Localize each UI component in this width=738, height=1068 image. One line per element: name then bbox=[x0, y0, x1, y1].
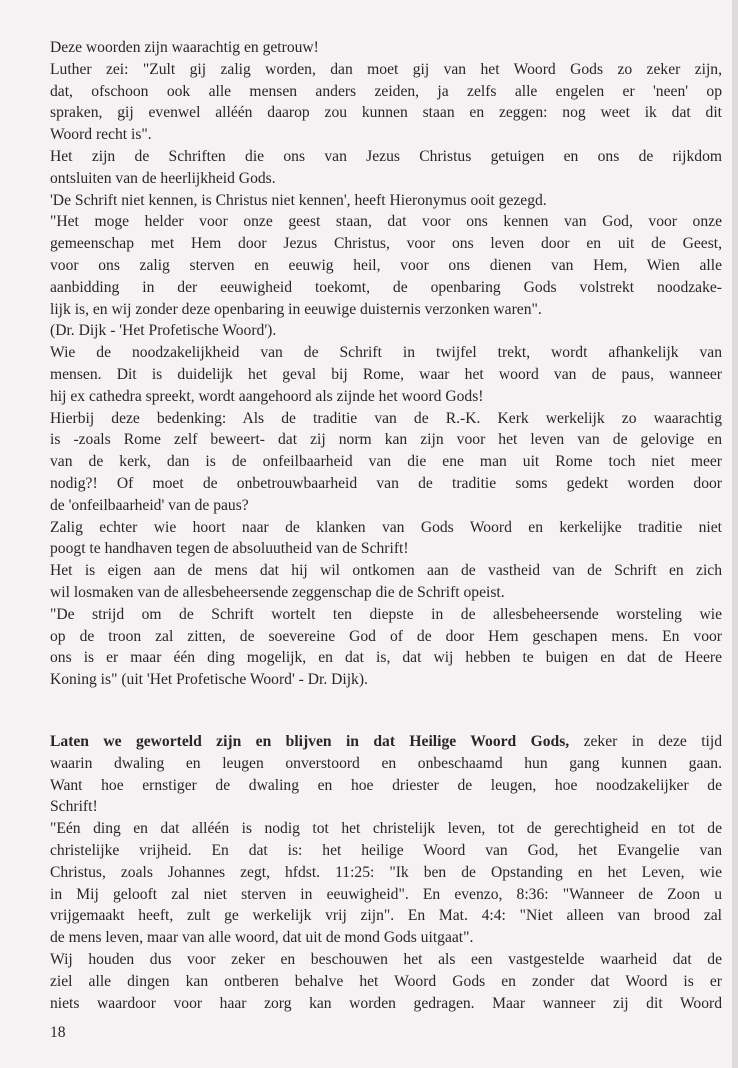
lead-rest-text: zeker in deze tijd bbox=[569, 733, 722, 750]
text-line: "De strijd om de Schrift wortelt ten diepste in de allesbeheersende worsteling wie bbox=[50, 605, 722, 623]
text-line: op de troon zal zitten, de soevereine God of de door Hem geschapen mens. En voor bbox=[50, 627, 722, 645]
text-line: "Eén ding en dat alléén is nodig tot het christelijk leven, tot de gerechtigheid en tot de bbox=[50, 820, 722, 838]
text-line: Luther zei: "Zult gij zalig worden, dan moet gij van het Woord Gods zo zeker zijn, bbox=[50, 60, 722, 78]
text-line: Hierbij deze bedenking: Als de traditie van de R.-K. Kerk werkelijk zo waarachtig bbox=[50, 409, 722, 427]
paragraph bbox=[50, 342, 722, 407]
text-line: dat, ofschoon ook alle mensen anders zeiden, ja zelfs alle engelen er 'neen' op bbox=[50, 82, 722, 100]
text-line: aanbidding in der eeuwigheid toekomt, de openbaring Gods volstrekt noodzake- bbox=[50, 278, 722, 296]
body-text-section-2 bbox=[50, 731, 722, 1014]
paragraph bbox=[50, 560, 722, 604]
text-line: niets waardoor voor haar zorg kan worden gedragen. Maar wanneer zij dit Woord bbox=[50, 994, 722, 1012]
text-line: Het zijn de Schriften die ons van Jezus Christus getuigen en ons de rijkdom bbox=[50, 147, 722, 165]
text-line: Zalig echter wie hoort naar de klanken van Gods Woord en kerkelijke traditie niet bbox=[50, 518, 722, 536]
text-line: lijk is, en wij zonder deze openbaring in eeuwige duisternis verzonken waren". bbox=[50, 300, 542, 318]
text-line: christelijke vrijheid. En dat is: het heilige Woord van God, het Evangelie van bbox=[50, 841, 722, 859]
text-line: ons is er maar één ding mogelijk, en dat is, dat wij hebben te buigen en dat de Heere bbox=[50, 649, 722, 667]
paragraph bbox=[50, 408, 722, 517]
text-line: voor ons zalig sterven en eeuwig heil, voor ons dienen van Hem, Wien alle bbox=[50, 256, 722, 274]
paragraph bbox=[50, 320, 722, 342]
bold-lead-text: Laten we geworteld zijn en blijven in dat Heilige Woord Gods, bbox=[50, 733, 570, 750]
text-line: ontsluiten van de heerlijkheid Gods. bbox=[50, 169, 276, 187]
text-line: is -zoals Rome zelf beweert- dat zij norm kan zijn voor het leven van de gelovige en bbox=[50, 431, 722, 449]
text-line: (Dr. Dijk - 'Het Profetische Woord'). bbox=[50, 322, 277, 340]
text-line: mensen. Dit is duidelijk het geval bij Rome, waar het woord van de paus, wanneer bbox=[50, 365, 722, 383]
text-line: Wie de noodzakelijkheid van de Schrift in twijfel trekt, wordt afhankelijk van bbox=[50, 344, 722, 362]
page-number: 18 bbox=[50, 1024, 66, 1041]
paragraph bbox=[50, 949, 722, 1014]
body-text-section-1 bbox=[50, 37, 722, 691]
text-line: Want hoe ernstiger de dwaling en hoe driester de leugen, hoe noodzakelijker de bbox=[50, 776, 722, 794]
lead-line bbox=[50, 731, 722, 753]
text-line: waarin dwaling en leugen onverstoord en onbeschaamd hun gang kunnen gaan. bbox=[50, 754, 722, 772]
text-line: Deze woorden zijn waarachtig en getrouw! bbox=[50, 39, 319, 56]
text-line: spraken, gij evenwel alléén daarop zou kunnen staan en zeggen: nog weet ik dat dit bbox=[50, 104, 722, 122]
text-line: Christus, zoals Johannes zegt, hfdst. 11:25: "Ik ben de Opstanding en het Leven, wie bbox=[50, 863, 722, 881]
text-line: gemeenschap met Hem door Jezus Christus, voor ons leven door en uit de Geest, bbox=[50, 235, 722, 253]
text-line: poogt te handhaven tegen de absoluutheid van de Schrift! bbox=[50, 540, 409, 558]
text-line: van de kerk, dan is de onfeilbaarheid van die ene man uit Rome toch niet meer bbox=[50, 453, 722, 471]
paragraph bbox=[50, 517, 722, 561]
text-line: in Mij gelooft zal niet sterven in eeuwigheid". En evenzo, 8:36: "Wanneer de Zoon u bbox=[50, 885, 722, 903]
text-line: ziel alle dingen kan ontberen behalve het Woord Gods en zonder dat Woord is er bbox=[50, 972, 722, 990]
text-line: Het is eigen aan de mens dat hij wil ontkomen aan de vastheid van de Schrift en zich bbox=[50, 562, 722, 580]
paragraph bbox=[50, 37, 722, 59]
text-line: de 'onfeilbaarheid' van de paus? bbox=[50, 496, 249, 514]
text-line: Koning is" (uit 'Het Profetische Woord' - Dr. Dijk). bbox=[50, 671, 368, 689]
text-line: nodig?! Of moet de onbetrouwbaarheid van de traditie soms gedekt worden door bbox=[50, 474, 722, 492]
paragraph bbox=[50, 211, 722, 320]
text-line: Wij houden dus voor zeker en beschouwen het als een vastgestelde waarheid dat de bbox=[50, 950, 722, 968]
paragraph bbox=[50, 146, 722, 190]
paragraph bbox=[50, 818, 722, 949]
text-line: vrijgemaakt heeft, zult ge werkelijk vrij zijn". En Mat. 4:4: "Niet alleen van brood zal bbox=[50, 907, 722, 925]
text-line: Schrift! bbox=[50, 798, 98, 816]
text-line: Woord recht is". bbox=[50, 126, 152, 144]
text-line: de mens leven, maar van alle woord, dat uit de mond Gods uitgaat". bbox=[50, 929, 474, 947]
paragraph bbox=[50, 604, 722, 691]
paragraph bbox=[50, 59, 722, 146]
paragraph bbox=[50, 190, 722, 212]
page-edge bbox=[732, 0, 738, 1068]
paragraph bbox=[50, 753, 722, 818]
text-line: 'De Schrift niet kennen, is Christus niet kennen', heeft Hieronymus ooit gezegd. bbox=[50, 191, 547, 209]
text-line: hij ex cathedra spreekt, wordt aangehoord als zijnde het woord Gods! bbox=[50, 387, 484, 405]
text-line: wil losmaken van de allesbeheersende zeggenschap die de Schrift opeist. bbox=[50, 583, 505, 601]
text-line: "Het moge helder voor onze geest staan, dat voor ons kennen van God, voor onze bbox=[50, 213, 722, 231]
